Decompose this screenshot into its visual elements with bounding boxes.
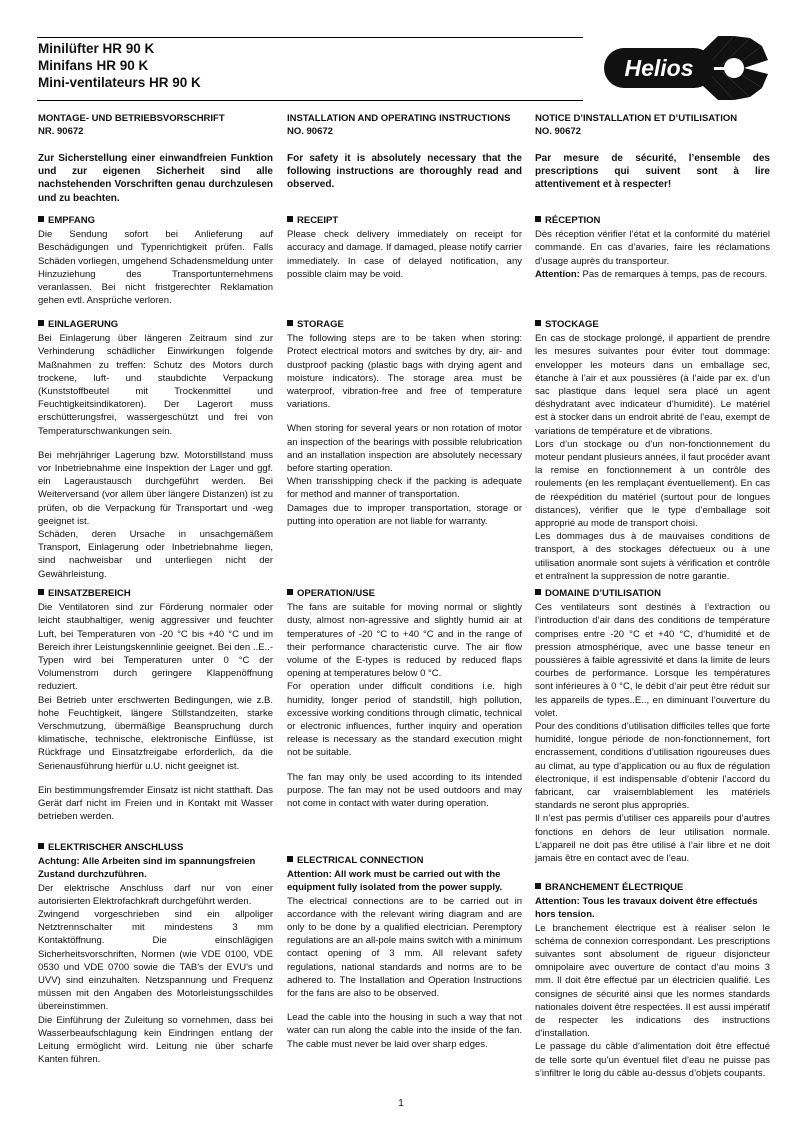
bullet-square-icon: [535, 589, 541, 595]
bullet-square-icon: [287, 320, 293, 326]
section-storage-fr: [535, 318, 770, 583]
french-column: [535, 112, 771, 1079]
storage-text-3-fr: Les dommages dus à de mauvaises conditions de transport, à des stockages défectueux ou à une utilisation anormale sont sujets à vérification et contrôle et entraînent la suppression de notre garantie.: [535, 531, 770, 582]
storage-text-1-de: Bei Einlagerung über längeren Zeitraum sind zur Verhinderung schädlicher Einwirkungen folgende Maßnahmen zu treffen: Schutz des Motors durch trockene, luft- und staubdichte Verpackung (Kunststoffbeutel mit Trockenmittel und Feuchtigkeitsindikatoren). Der Lagerort muss erschütterungsfrei, wassergeschützt und frei von Temperaturschwankungen sein.: [38, 333, 273, 437]
doc-title-en: INSTALLATION AND OPERATING INSTRUCTIONS: [287, 113, 511, 124]
heading-operation-en: OPERATION/USE: [287, 587, 522, 600]
section-operation-de: [38, 587, 273, 823]
attention-text-fr: Pas de remarques à temps, pas de recours.: [582, 268, 768, 280]
bullet-square-icon: [38, 843, 44, 849]
doc-title-de: MONTAGE- UND BETRIEBSVORSCHRIFT: [38, 113, 225, 124]
heading-electrical-en: ELECTRICAL CONNECTION: [287, 854, 522, 867]
heading-receipt-de: EMPFANG: [38, 214, 273, 227]
receipt-text-fr: Dès réception vérifier l’état et la conformité du matériel commandé. En cas d’avaries, faire les réclamations d’usage auprès du transporteur.: [535, 229, 770, 267]
operation-text-3-de: Ein bestimmungsfremder Einsatz ist nicht statthaft. Das Gerät darf nicht im Freien und in Kontakt mit Wasser betrieben werden.: [38, 784, 273, 823]
top-rule: [37, 37, 583, 38]
section-receipt-en: [287, 214, 522, 281]
operation-text-3-fr: Il n’est pas permis d’utiliser ces appareils pour d’autres fonctions en dehors de leur utilisation normale. L’appareil ne doit pas être utilisé à l’air libre et ne doit jamais être en contact avec de l’eau.: [535, 813, 770, 865]
storage-text-2-fr: Lors d’un stockage ou d’un non-fonctionnement du moteur pendant plusieurs années, il faut procéder avant la remise en fonctionnement à un contrôle des roulements (en les remplaçant éventuellement). En cas de réexpédition du matériel (surtout pour de longues distances), vérifier que le type d’emballage soit approprié au mode de transport choisi.: [535, 438, 771, 530]
heading-storage-de: EINLAGERUNG: [38, 318, 273, 331]
section-operation-en: [287, 587, 522, 810]
bullet-square-icon: [535, 320, 541, 326]
electrical-warning-en: Attention: All work must be carried out with the equipment fully isolated from the power supply.: [287, 869, 503, 894]
intro-text-en: For safety it is absolutely necessary that the following instructions are thoroughly read and observed.: [287, 153, 522, 191]
german-column: [38, 112, 273, 1066]
section-storage-de: [38, 318, 273, 581]
receipt-attention-fr: [535, 268, 770, 281]
storage-text-1-fr: En cas de stockage prolongé, il appartient de prendre les mesures suivantes pour éviter tout dommage: envelopper les moteurs dans un emballage sec, étanche à l’air et aux poussières (à l’aide par ex. d’un sac plastique dans lequel sera placé un agent déshydratant avec indicateur d’humidité). Le matériel est à stocker dans un endroit abrité de l’eau, exempt de variations de température et de vibrations.: [535, 333, 770, 437]
helios-logo: [594, 30, 770, 104]
heading-electrical-de: ELEKTRISCHER ANSCHLUSS: [38, 841, 273, 854]
doc-number-de: NR. 90672: [38, 126, 84, 138]
storage-text-2-en: When storing for several years or non rotation of motor an inspection of the bearings with possible relubrication and an installation inspection are absolutely necessary before starting operation.: [287, 423, 522, 475]
bullet-square-icon: [535, 216, 541, 222]
receipt-text-de: Die Sendung sofort bei Anlieferung auf Beschädigungen und Typenrichtigkeit prüfen. Falls Schäden vorliegen, umgehend Schadensmeldung unter Hinzuziehung des Transportunternehmens veranlassen. Bei nicht fristgerechter Reklamation gehen evtl. Ansprüche verloren.: [38, 229, 273, 307]
doc-number-en: NO. 90672: [287, 126, 333, 138]
electrical-warning-de: Achtung: Alle Arbeiten sind im spannungsfreien Zustand durchzuführen.: [38, 856, 256, 881]
storage-text-1-en: The following steps are to be taken when storing: Protect electrical motors and switches by dry, air- and dustproof packing (plastic bags with drying agent and moisture indicators). The storage area must be waterproof, vibration-free and free of temperature variations.: [287, 333, 522, 411]
operation-text-1-de: Die Ventilatoren sind zur Förderung normaler oder leicht staubhaltiger, wenig aggressiver und feuchter Luft, bei Temperaturen von -20 °C bis +40 °C und im Bereich ihrer Leistungskennlinie geeignet. Bei den ..E..-Typen wird bei Temperaturen unter 0 °C der Volumenstrom durch geringere Klappenöffnung reduziert.: [38, 602, 273, 693]
electrical-warning-fr: Attention: Tous les travaux doivent être effectués hors tension.: [535, 896, 758, 921]
bullet-square-icon: [287, 856, 293, 862]
storage-text-3-en: When transshipping check if the packing is adequate for method and manner of transportation.: [287, 476, 522, 501]
section-electrical-en: [287, 854, 522, 1051]
storage-text-4-en: Damages due to improper transportation, storage or putting into operation are not liable for warranty.: [287, 502, 522, 527]
title-french: Mini-ventilateurs HR 90 K: [38, 75, 201, 90]
intro-fr: [535, 152, 770, 192]
heading-storage-fr: STOCKAGE: [535, 318, 770, 331]
heading-receipt-fr: RÉCEPTION: [535, 214, 770, 227]
electrical-text-2-fr: Le passage du câble d’alimentation doit être effectué de telle sorte qu’un éventuel filet d’eau ne puisse pas s’infiltrer le long du câble au-dessus d’objets coupants.: [535, 1041, 770, 1079]
electrical-text-1-en: The electrical connections are to be carried out in accordance with the relevant wiring diagram and are only to be done by a qualified electrician. Peremptory regulations are an all-pole mains switch with a minimum contact opening of 3 mm. All relevant safety regulations, national standards and norms are to be adhered to. The Installation and Operation Instructions for the fans are also to be observed.: [287, 895, 522, 1000]
electrical-text-1-de: Der elektrische Anschluss darf nur von einer autorisierten Elektrofachkraft durchgeführt werden.: [38, 882, 273, 907]
operation-text-2-en: For operation under difficult conditions i.e. high humidity, longer period of standstill, high pollution, excessive working conditions through climatic, technical or electronic influences, further inquiry and operation release is necessary as the standard execution might not be suitable.: [287, 681, 522, 759]
intro-en: [287, 152, 522, 192]
intro-text-de: Zur Sicherstellung einer einwandfreien Funktion und zur eigenen Sicherheit sind alle nachstehenden Vorschriften genau durchzulesen und zu beachten.: [38, 153, 273, 204]
attention-label-fr: Attention:: [535, 268, 580, 280]
section-electrical-de: [38, 841, 273, 1066]
receipt-text-en: Please check delivery immediately on receipt for accuracy and damage. If damaged, please notify carrier immediately. In case of delayed notification, any possible claim may be void.: [287, 229, 522, 280]
title-english: Minifans HR 90 K: [38, 58, 149, 73]
heading-receipt-en: RECEIPT: [287, 214, 522, 227]
bullet-square-icon: [38, 320, 44, 326]
bullet-square-icon: [287, 216, 293, 222]
electrical-text-2-de: Zwingend vorgeschrieben sind ein allpoliger Netztrennschalter mit mindestens 3 mm Kontaktöffnung. Die einschlägigen Sicherheitsvorschriften, Normen (wie VDE 0100, VDE 0530 und VDE 0700 sowie die TAB's der EVU's und UVV) sind einzuhalten. Netzspannung und Frequenz müssen mit den Angaben des Motorleistungsschildes übereinstimmen.: [38, 909, 273, 1013]
heading-operation-de: EINSATZBEREICH: [38, 587, 273, 600]
heading-operation-fr: DOMAINE D’UTILISATION: [535, 587, 770, 600]
section-storage-en: [287, 318, 522, 528]
operation-text-1-fr: Ces ventilateurs sont destinés à l’extraction ou l’introduction d’air dans des conditions de température comprises entre -20 °C et +40 °C, d’humidité et de pression atmosphérique, avec une basse teneur en poussières à faible agressivité et dans la limite de leurs courbes de performance. Lorsque les températures sont inférieures à 0 °C, le débit d’air peut être réduit sur les appareils de types..E.., en diminuant l’ouverture du volet.: [535, 602, 770, 719]
operation-text-3-en: The fan may only be used according to its intended purpose. The fan may not be used outdoors and may not come in contact with water during operation.: [287, 771, 522, 810]
intro-de: [38, 152, 273, 205]
product-titles: [38, 40, 201, 91]
operation-text-2-fr: Pour des conditions d’utilisation difficiles telles que forte humidité, longue période de non-fonctionnement, fort encrassement, conditions d’utilisation rigoureuses dues au climat, au type d’application ou au flux de régulation électronique, il est indispensable d’obtenir l’accord du fabricant, car vraisemblablement les matériels standards ne seront plus appropriés.: [535, 721, 770, 812]
electrical-text-1-fr: Le branchement électrique est à réaliser selon le schéma de connexion correspondant. Les prescriptions suivantes sont absolument de rigueur disjoncteur omnipolaire avec ouverture de contact d’au moins 3 mm. Il doit être effectué par un électricien qualifié. Les consignes de sécurité ainsi que les normes standards nationales doivent être respectées. Il est aussi impératif de respecter les indications des instructions d’installation.: [535, 922, 770, 1040]
title-german: Minilüfter HR 90 K: [38, 41, 155, 56]
storage-text-2-de: Bei mehrjähriger Lagerung bzw. Motorstillstand muss vor Inbetriebnahme eine Inspektion der Lager und ggf. ein Lageraustausch durchgeführt werden. Bei Weiterversand (vor allem über längere Distanzen) ist zu prüfen, ob die Verpackung für Transportart und -weg geeignet ist.: [38, 449, 273, 527]
english-column: [287, 112, 522, 1050]
section-electrical-fr: [535, 881, 770, 1080]
section-receipt-fr: [535, 214, 770, 281]
section-receipt-de: [38, 214, 273, 307]
doc-number-fr: NO. 90672: [535, 126, 581, 138]
header-rule: [37, 100, 583, 101]
storage-text-3-de: Schäden, deren Ursache in unsachgemäßem Transport, Einlagerung oder Inbetriebnahme liegen, sind nachweisbar und unterliegen nicht der Gewährleistung.: [38, 529, 273, 580]
intro-text-fr: Par mesure de sécurité, l’ensemble des prescriptions qui suivent sont à lire attentivement et à respecter!: [535, 153, 770, 191]
operation-text-1-en: The fans are suitable for moving normal or slightly dusty, almost non-agressive and slightly humid air at temperatures of -20 °C to +40 °C and in the range of their performance characteristic curve. The air flow volume of the E-types is reduced by reduced flaps opening at temperatures below 0 °C.: [287, 602, 522, 680]
page-number: 1: [398, 1098, 404, 1109]
section-operation-fr: [535, 587, 770, 865]
electrical-text-2-en: Lead the cable into the housing in such a way that not water can run along the cable into the inside of the fan. The cable must never be laid over sharp edges.: [287, 1012, 522, 1050]
electrical-text-3-de: Die Einführung der Zuleitung so vornehmen, dass bei Wasserbeaufschlagung kein Eindringen entlang der Leitung ermöglicht wird. Leitung nie über scharfe Kanten führen.: [38, 1014, 273, 1066]
bullet-square-icon: [38, 216, 44, 222]
heading-electrical-fr: BRANCHEMENT ÉLECTRIQUE: [535, 881, 770, 894]
heading-storage-en: STORAGE: [287, 318, 522, 331]
bullet-square-icon: [287, 589, 293, 595]
logo-text: Helios: [624, 55, 694, 81]
bullet-square-icon: [535, 883, 541, 889]
operation-text-2-de: Bei Betrieb unter erschwerten Bedingungen, wie z.B. hohe Feuchtigkeit, längere Stillstandzeiten, starke Verschmutzung, übermäßige Beanspruchung durch klimatische, technische, elektronische Einflüsse, ist Rückfrage und Einsatzfreigabe erforderlich, da die Serienausführung hierfür u.U. nicht geeignet ist.: [38, 694, 273, 772]
doc-title-fr: NOTICE D’INSTALLATION ET D’UTILISATION: [535, 113, 738, 124]
bullet-square-icon: [38, 589, 44, 595]
